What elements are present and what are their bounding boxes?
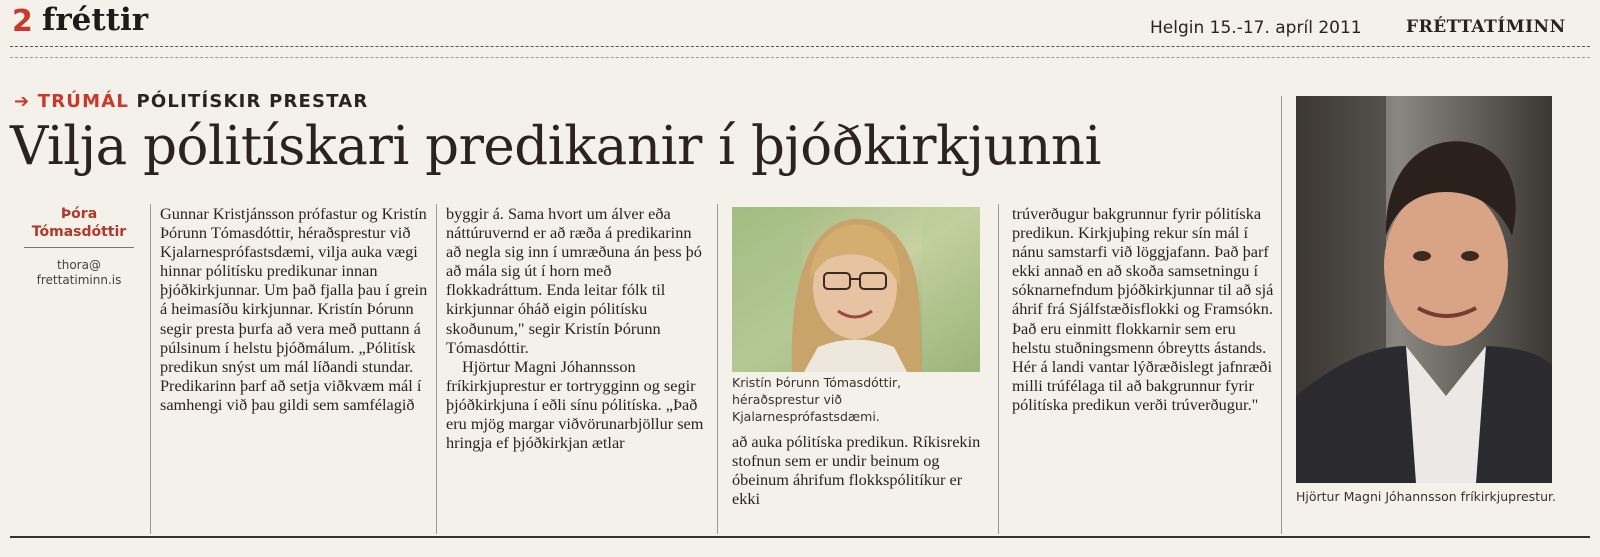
column-rule (998, 204, 999, 534)
kicker (14, 91, 368, 112)
column-rule (1281, 96, 1282, 534)
article-paragraph: að auka pólitíska predikun. Ríkisrekin stofnun sem er undir beinum og óbeinum áhrifum flokkspólitíkur er ekki (732, 432, 981, 509)
section-title: fréttir (42, 2, 149, 38)
author-email-domain: frettatiminn.is (36, 273, 122, 287)
author-name-last: Tómasdóttir (31, 224, 127, 240)
article-paragraph: trúverðugur bakgrunnur fyrir pólitíska predikun. Kirkjuþing rekur sín mál í nánu samstarfi við löggjafann. Það þarf ekki annað en að skoða samsetningu í sóknarnefndum þjóðkirkjunnar til að sjá áhrif frá Sjálfstæðisflokki og Framsókn. Það eru einmitt flokkarnir sem eru helstu stuðningsmenn óbreytts ástands. Hér á landi vantar lýðræðislegt jafnræði milli trúfélaga til að bakgrunnur fyrir pólitíska predikun verði trúverðugur." (1012, 204, 1274, 414)
kristin-portrait-photo (732, 207, 980, 372)
issue-date: Helgin 15.-17. apríl 2011 (1150, 18, 1362, 38)
header-divider (10, 46, 1590, 47)
column-rule (150, 204, 151, 534)
article-column-4 (1012, 204, 1274, 414)
page-bottom-rule (10, 536, 1590, 538)
kicker-tag: TRÚMÁL (37, 91, 130, 112)
article-column-2 (446, 204, 708, 452)
page-number: 2 (12, 4, 33, 39)
article-column-1 (160, 204, 428, 414)
article-paragraph: Gunnar Kristjánsson prófastur og Kristín Þórunn Tómasdóttir, héraðsprestur við Kjalarnesprófastsdæmi, vilja auka vægi hinnar pólitísku predikunar innan þjóðkirkjunnar. Um það fjalla þau í grein á heimasíðu kirkjunnar. Kristín Þórunn segir presta þurfa að vera með puttann á púlsinum í helstu þjóðmálum. „Pólitísk predikun snýst um mál líðandi stundar. Predikarinn þarf að setja viðkvæm mál í samhengi við þau gildi sem samfélagið (160, 204, 428, 414)
author-name-first: Þóra (60, 206, 98, 222)
header-divider-secondary (10, 57, 1590, 58)
byline-divider (24, 247, 134, 248)
kristin-photo-caption: Kristín Þórunn Tómasdóttir, héraðsprestur við Kjalarnesprófastsdæmi. (732, 375, 902, 424)
hjortur-portrait-photo (1296, 96, 1552, 483)
byline (20, 205, 138, 288)
column-rule (717, 204, 718, 534)
headline: Vilja pólitískari predikanir í þjóðkirkjunni (10, 116, 1101, 177)
hjortur-photo-caption: Hjörtur Magni Jóhannsson fríkirkjuprestur. (1296, 489, 1556, 504)
article-column-3 (732, 432, 990, 508)
paper-name: FRÉTTATÍMINN (1406, 17, 1566, 37)
article-paragraph: byggir á. Sama hvort um álver eða náttúruvernd er að ræða á predikarinn að negla sig inn í umræðuna án þess þó að mála sig út í horn með flokkadráttum. Enda leitar fólk til kirkjunnar óháð eigin pólitísku skoðunum," segir Kristín Þórunn Tómasdóttir. (446, 204, 702, 357)
article-paragraph: Hjörtur Magni Jóhannsson fríkirkjuprestur er tortrygginn og segir þjóðkirkjuna í eðli sínu pólitíska. „Það eru mjög margar viðvörunarbjöllur sem hringja ef þjóðkirkjan ætlar (446, 356, 704, 453)
column-rule (436, 204, 437, 534)
arrow-icon: ➔ (14, 91, 31, 112)
kicker-subtitle: PÓLITÍSKIR PRESTAR (136, 91, 369, 112)
author-email-user: thora@ (57, 258, 101, 272)
